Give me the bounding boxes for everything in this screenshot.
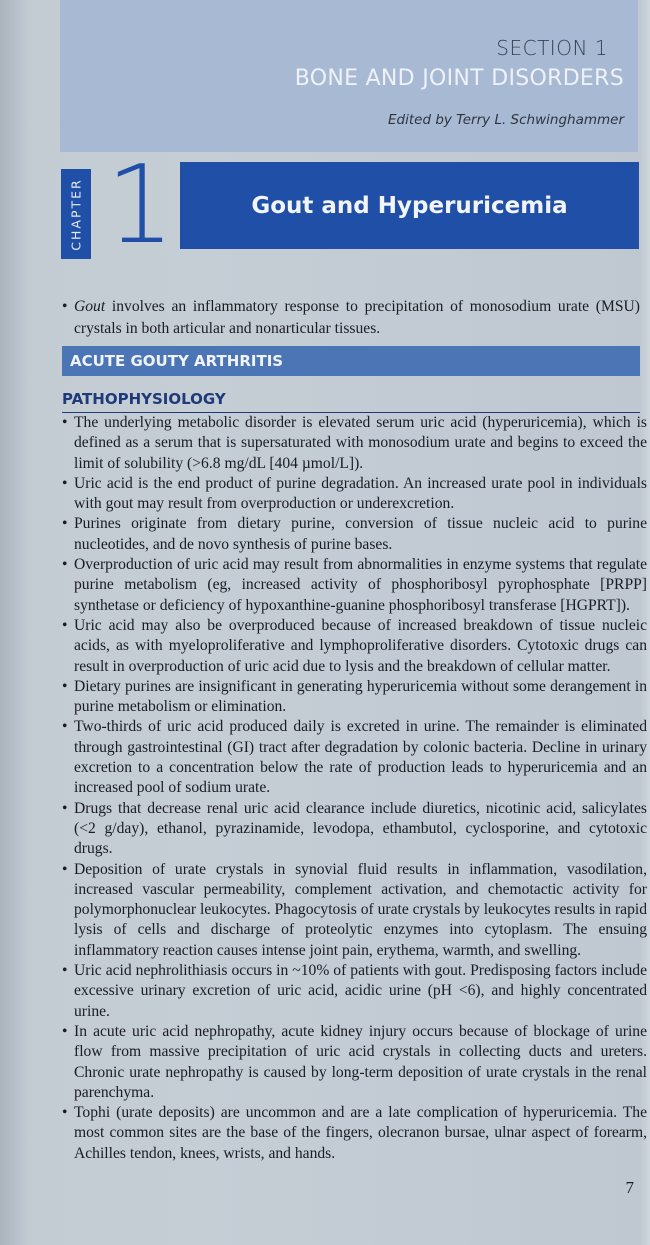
list-item-text: Drugs that decrease renal uric acid clearance include diuretics, nicotinic acid, salicylates (<2 g/day), ethanol, pyrazinamide, levodopa, ethambutol, cyclosporine, and cytotoxic drugs. [74, 799, 647, 858]
list-item [62, 860, 647, 961]
chapter-label-box [61, 169, 91, 259]
bullet-icon: • [62, 1104, 68, 1122]
bullet-icon: • [62, 1022, 68, 1040]
section-heading: ACUTE GOUTY ARTHRITIS [70, 352, 284, 370]
list-item [62, 514, 647, 555]
chapter-number: 1 [106, 143, 175, 268]
bullet-icon: • [62, 799, 68, 817]
list-item-text: Deposition of urate crystals in synovial fluid results in inflammation, vasodilation, increased vascular permeability, complement activation, and chemotactic activity for polymorphonuclear leukocytes. Phagocytosis of urate crystals by leukocytes results in rapid lysis of cells and discharge of proteolytic enzymes into cytoplasm. The ensuing inflammatory reaction causes intense joint pain, erythema, warmth, and swelling. [74, 860, 647, 959]
bullet-icon: • [62, 718, 68, 736]
bullet-icon: • [62, 677, 68, 695]
list-item [62, 555, 647, 616]
list-item [62, 616, 647, 677]
bullet-icon: • [62, 515, 68, 533]
bullet-icon: • [62, 962, 68, 980]
chapter-title-box [180, 162, 639, 249]
section-header-band [60, 0, 638, 152]
section-number: SECTION 1 [496, 36, 608, 60]
page-number: 7 [625, 1178, 634, 1197]
intro-paragraph [62, 296, 640, 339]
list-item [62, 677, 647, 718]
bullet-icon: • [62, 556, 68, 574]
list-item-text: Tophi (urate deposits) are uncommon and are a late complication of hyperuricemia. The most common sites are the base of the fingers, olecranon bursae, ulnar aspect of forearm, Achilles tendon, knees, wrists, and hands. [74, 1104, 647, 1162]
list-item-text: Purines originate from dietary purine, conversion of tissue nucleic acid to purine nucleotides, and de novo synthesis of purine bases. [74, 515, 647, 553]
bullet-icon: • [62, 474, 68, 492]
intro-text: involves an inflammatory response to precipitation of monosodium urate (MSU) crystals in both articular and nonarticular tissues. [74, 298, 640, 337]
list-item-text: Uric acid nephrolithiasis occurs in ~10% of patients with gout. Predisposing factors include excessive urinary excretion of uric acid, acidic urine (pH <6), and highly concentrated urine. [74, 962, 647, 1020]
list-item [62, 1022, 647, 1103]
list-item-text: Uric acid may also be overproduced because of increased breakdown of tissue nucleic acids, as with myeloproliferative and lymphoproliferative disorders. Cytotoxic drugs can result in overproduction of uric acid due to lysis and the breakdown of cellular matter. [74, 616, 647, 675]
list-item-text: In acute uric acid nephropathy, acute kidney injury occurs because of blockage of urine flow from massive precipitation of uric acid crystals in collecting ducts and ureters. Chronic urate nephropathy is caused by long-term deposition of urate crystals in the renal parenchyma. [74, 1022, 647, 1101]
list-item-text: Dietary purines are insignificant in generating hyperuricemia without some derangement in purine metabolism or elimination. [74, 677, 647, 716]
subsection-heading: PATHOPHYSIOLOGY [62, 390, 226, 408]
list-item [62, 961, 647, 1022]
bullet-icon: • [62, 414, 68, 431]
bullet-icon: • [62, 298, 68, 315]
bullet-icon: • [62, 616, 68, 634]
list-item-text: The underlying metabolic disorder is elevated serum uric acid (hyperuricemia), which is defined as a serum that is supersaturated with monosodium urate and begins to exceed the limit of solubility (>6.8 mg/dL [404 µmol/L]). [74, 414, 647, 472]
bullet-list [62, 413, 647, 1164]
subsection-heading-rule [62, 390, 640, 413]
section-editor: Edited by Terry L. Schwinghammer [388, 112, 624, 128]
list-item-text: Overproduction of uric acid may result from abnormalities in enzyme systems that regulate purine metabolism (eg, increased activity of phosphoribosyl pyrophosphate [PRPP] synthetase or deficiency of hypoxanthine-guanine phosphoribosyl transferase [HGPRT]). [74, 556, 647, 614]
list-item-text: Two-thirds of uric acid produced daily is excreted in urine. The remainder is eliminated through gastrointestinal (GI) tract after degradation by colonic bacteria. Decline in urinary excretion to a concentration below the rate of production leads to hyperuricemia and an increased pool of sodium urate. [74, 718, 647, 797]
list-item [62, 717, 647, 798]
list-item [62, 474, 647, 515]
bullet-icon: • [62, 860, 68, 878]
list-item [62, 799, 647, 860]
chapter-title: Gout and Hyperuricemia [251, 192, 568, 219]
list-item [62, 413, 647, 474]
chapter-label: CHAPTER [68, 177, 84, 251]
section-heading-bar [62, 346, 640, 376]
list-item [62, 1103, 647, 1164]
list-item-text: Uric acid is the end product of purine degradation. An increased urate pool in individuals with gout may result from overproduction or underexcretion. [74, 474, 647, 513]
section-title: BONE AND JOINT DISORDERS [294, 66, 624, 91]
intro-term: Gout [74, 298, 106, 315]
